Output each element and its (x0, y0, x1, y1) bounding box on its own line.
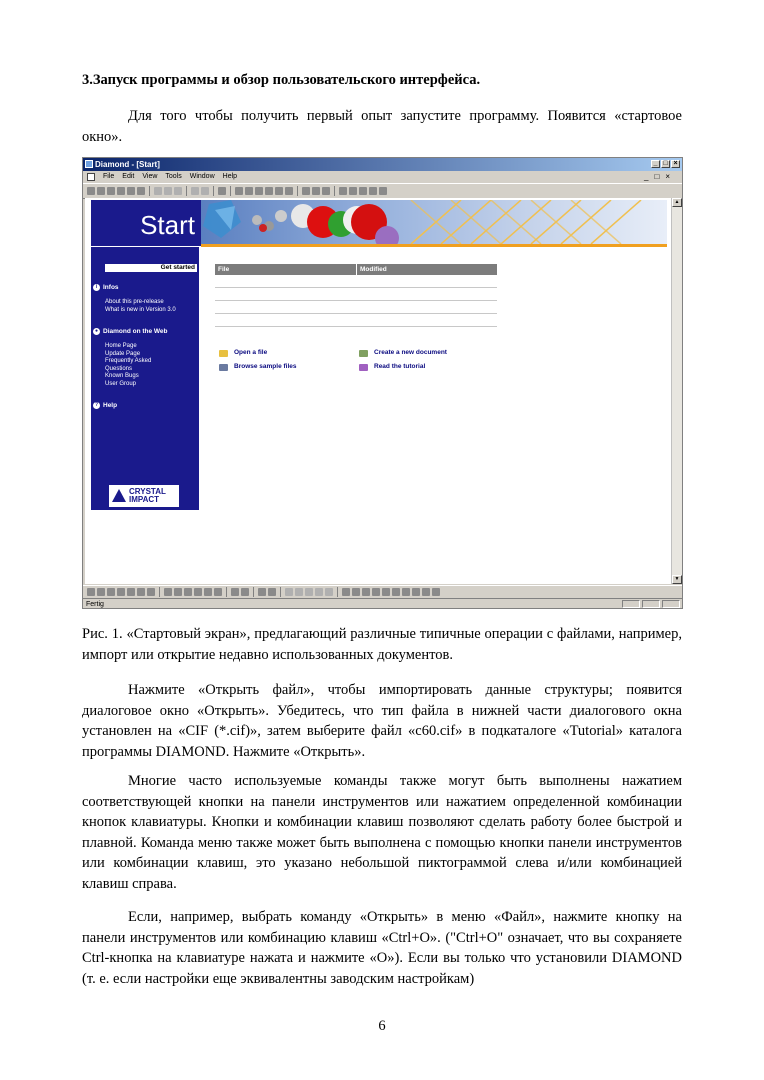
read-tutorial-action[interactable] (359, 360, 447, 374)
tool-icon[interactable] (117, 588, 125, 596)
get-started-label: Get started (105, 264, 197, 272)
table-row[interactable] (215, 275, 497, 288)
read-tutorial-label: Read the tutorial (374, 363, 426, 370)
tool-icon[interactable] (245, 187, 253, 195)
status-cell (642, 600, 660, 608)
tool-icon[interactable] (265, 187, 273, 195)
tool-icon[interactable] (241, 588, 249, 596)
open-file-label: Open a file (234, 349, 268, 356)
table-row[interactable] (215, 288, 497, 301)
tool-icon[interactable] (87, 588, 95, 596)
close-button[interactable]: × (671, 160, 680, 168)
help-title: Help (103, 402, 118, 409)
infos-title: Infos (103, 284, 119, 291)
web-title: Diamond on the Web (103, 328, 168, 335)
browse-samples-label: Browse sample files (234, 363, 297, 370)
scroll-up-icon[interactable]: ▲ (672, 198, 682, 207)
banner-divider (201, 244, 667, 247)
tool-icon[interactable] (107, 588, 115, 596)
tool-icon[interactable] (127, 588, 135, 596)
intro-paragraph: Для того чтобы получить первый опыт запустите программу. Появится «стартовое окно». (82, 108, 682, 145)
open-icon[interactable] (97, 187, 105, 195)
table-header (215, 264, 497, 275)
app-icon (85, 160, 93, 168)
logo-text-2: IMPACT (129, 495, 160, 504)
tool-icon[interactable] (302, 187, 310, 195)
crystal-impact-logo (109, 485, 179, 507)
web-links (105, 343, 151, 388)
mdi-controls[interactable]: _□× (644, 172, 676, 181)
start-sidebar (91, 247, 199, 510)
tool-icon[interactable] (339, 187, 347, 195)
undo-icon[interactable] (191, 187, 199, 195)
bottom-toolbar (83, 585, 682, 598)
page-number: 6 (378, 1018, 386, 1034)
table-row[interactable] (215, 301, 497, 314)
tool-icon[interactable] (285, 187, 293, 195)
start-title: Start (91, 200, 201, 246)
tool-icon[interactable] (312, 187, 320, 195)
new-document-icon (359, 350, 368, 357)
minimize-button[interactable]: _ (651, 160, 660, 168)
tool-icon[interactable] (268, 588, 276, 596)
tool-icon[interactable] (184, 588, 192, 596)
create-document-action[interactable] (359, 346, 447, 360)
tool-icon[interactable] (258, 588, 266, 596)
tool-icon[interactable] (137, 588, 145, 596)
paste-icon[interactable] (174, 187, 182, 195)
tool-icon[interactable] (349, 187, 357, 195)
redo-icon[interactable] (201, 187, 209, 195)
tool-icon[interactable] (255, 187, 263, 195)
link-faq-questions[interactable]: Questions (105, 365, 133, 372)
menu-file[interactable]: File (103, 173, 115, 180)
section-heading: 3.Запуск программы и обзор пользовательского интерфейса. (82, 72, 481, 88)
cut-icon[interactable] (154, 187, 162, 195)
context-help-icon[interactable] (218, 187, 226, 195)
tool-icon[interactable] (352, 588, 360, 596)
link-faq[interactable]: Frequently Asked (105, 358, 152, 364)
start-page (85, 198, 671, 584)
print-icon[interactable] (137, 187, 145, 195)
window-titlebar (83, 158, 682, 171)
copy-icon[interactable] (164, 187, 172, 195)
open-file-action[interactable] (219, 346, 297, 360)
tutorial-book-icon (359, 364, 368, 371)
menu-view[interactable]: View (142, 173, 158, 180)
paragraph-toolbar-commands: Многие часто используемые команды также могут быть выполнены нажатием соответствующей кнопки на панели инструментов или нажатием определенной комбинации кнопок клавиатуры. Кнопки и комбинации клавиш позволяют сделать работу более быстрой и плавной. Команда меню также может быть выполнена с помощью кнопки панели инструментов или комбинации клавиш, это указано небольшой пиктограммой слева и/или комбинацией клавиш справа. (82, 773, 682, 892)
globe-icon: ● (94, 328, 99, 334)
logo-text-1: CRYSTAL (129, 487, 166, 496)
print-preview-icon[interactable] (127, 187, 135, 195)
paragraph-open-file: Нажмите «Открыть файл», чтобы импортировать данные структуры; появится диалоговое окно «Открыть». Убедитесь, что тип файла в нижней части диалогового окна установлен на «CIF (*.cif)», затем выберите файл «c60.cif» в подкаталоге «Tutorial» каталога программы DIAMOND. Нажмите «Открыть». (82, 682, 682, 760)
tool-icon[interactable] (194, 588, 202, 596)
tool-icon[interactable] (214, 588, 222, 596)
tool-icon[interactable] (362, 588, 370, 596)
recent-files-table (215, 264, 497, 327)
status-cell (622, 600, 640, 608)
scroll-down-icon[interactable]: ▼ (672, 575, 682, 584)
menu-edit[interactable]: Edit (122, 173, 135, 180)
tool-icon[interactable] (204, 588, 212, 596)
paragraph-ctrl-o: Если, например, выбрать команду «Открыть» в меню «Файл», нажмите кнопку на панели инструментов или комбинацию клавиш «Ctrl+O». ("Ctrl+O" означает, что вы сохраняете Ctrl-кнопка на клавиатуре нажата и нажмите «O»). Если вы только что установили DIAMOND (т. е. если настройки еще эквивалентны заводским настройкам) (82, 909, 682, 987)
tool-icon[interactable] (432, 588, 440, 596)
browse-samples-action[interactable] (219, 360, 297, 374)
tool-icon[interactable] (285, 588, 293, 596)
link-home-page[interactable]: Home Page (105, 343, 137, 349)
link-user-group[interactable]: User Group (105, 380, 137, 387)
tool-icon[interactable] (315, 588, 323, 596)
file-column-header: File (215, 264, 357, 275)
modified-column-header: Modified (360, 266, 387, 273)
infos-links (105, 299, 176, 314)
maximize-button[interactable]: □ (661, 160, 670, 168)
help-icon: ? (94, 402, 99, 408)
table-row[interactable] (215, 314, 497, 327)
tool-icon[interactable] (164, 588, 172, 596)
tool-icon[interactable] (174, 588, 182, 596)
tool-icon[interactable] (97, 588, 105, 596)
folder-icon (219, 350, 228, 357)
vertical-scrollbar[interactable] (671, 198, 682, 584)
tool-icon[interactable] (147, 588, 155, 596)
menu-help[interactable]: Help (222, 173, 238, 180)
status-cell (662, 600, 680, 608)
save-icon[interactable] (107, 187, 115, 195)
find-icon[interactable] (117, 187, 125, 195)
file-actions (219, 346, 297, 374)
tool-icon[interactable] (325, 588, 333, 596)
help-section[interactable] (93, 402, 117, 409)
tool-icon[interactable] (359, 187, 367, 195)
window-title: Diamond - [Start] (95, 160, 160, 169)
tool-icon[interactable] (295, 588, 303, 596)
menu-window[interactable]: Window (189, 173, 215, 180)
tool-icon[interactable] (402, 588, 410, 596)
diamond-screenshot (82, 157, 683, 609)
molecule-image (201, 200, 667, 244)
web-section (93, 328, 168, 335)
figure-caption: Рис. 1. «Стартовый экран», предлагающий различные типичные операции с файлами, например, импорт или открытие недавно использованных документов. (82, 626, 682, 663)
infos-section (93, 284, 119, 291)
start-banner (91, 200, 667, 246)
tool-icon[interactable] (412, 588, 420, 596)
tool-icon[interactable] (231, 588, 239, 596)
tool-icon[interactable] (382, 588, 390, 596)
tool-icon[interactable] (305, 588, 313, 596)
menubar (83, 171, 682, 183)
tool-icon[interactable] (392, 588, 400, 596)
main-toolbar (83, 183, 682, 199)
link-known-bugs[interactable]: Known Bugs (105, 373, 139, 379)
crystal-logo-icon (112, 489, 126, 502)
menu-tools[interactable]: Tools (165, 173, 182, 180)
info-icon: i (93, 284, 100, 291)
link-whats-new[interactable]: What is new in Version 3.0 (105, 306, 176, 313)
link-update-page[interactable]: Update Page (105, 350, 141, 357)
tool-icon[interactable] (235, 187, 243, 195)
tool-icon[interactable] (422, 588, 430, 596)
link-about-prerelease[interactable]: About this pre-release (105, 299, 164, 305)
tool-icon[interactable] (342, 588, 350, 596)
samples-icon (219, 364, 228, 371)
document-icon (87, 173, 95, 181)
tool-icon[interactable] (369, 187, 377, 195)
tool-icon[interactable] (379, 187, 387, 195)
status-bar (83, 598, 682, 609)
tool-icon[interactable] (322, 187, 330, 195)
create-document-label: Create a new document (374, 349, 447, 356)
tool-icon[interactable] (275, 187, 283, 195)
doc-actions (359, 346, 447, 374)
tool-icon[interactable] (372, 588, 380, 596)
status-text: Fertig (86, 601, 104, 608)
new-icon[interactable] (87, 187, 95, 195)
